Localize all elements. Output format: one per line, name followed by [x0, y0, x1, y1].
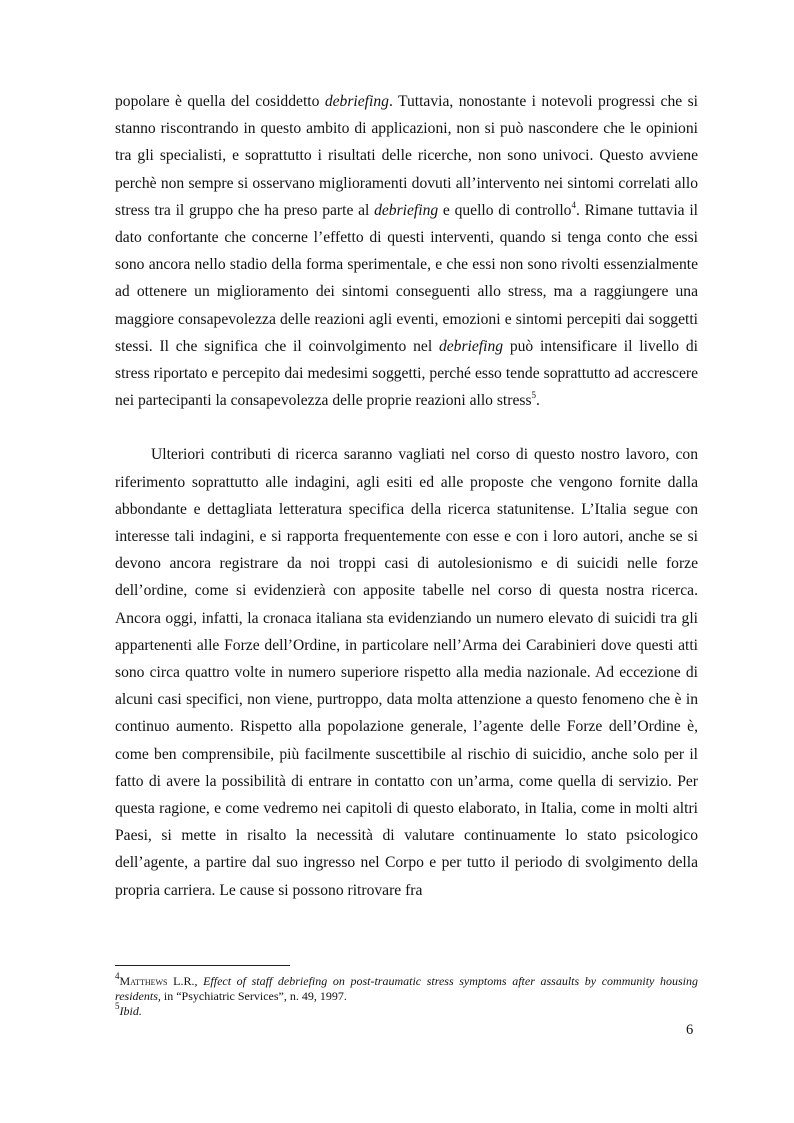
text-run: e quello di controllo	[438, 201, 572, 219]
footnote-reference[interactable]: 5	[531, 390, 537, 401]
footnote-reference[interactable]: 4	[571, 199, 576, 210]
italic-term: debriefing	[438, 337, 504, 355]
footnotes	[115, 971, 699, 1019]
text-run: . Tuttavia, nonostante i notevoli progressi che si stanno riscontrando in questo ambito di applicazioni, non si può nascondere che le opinioni tra gli specialisti, e soprattutto i risultati delle ricerche, non sono univoci. Questo avviene perchè non sempre si osservano miglioramenti dovuti all’intervento nei sintomi correlati allo stress tra il gruppo che ha preso parte al	[115, 93, 699, 219]
footnote-number: 4	[115, 971, 120, 981]
footnote-title: Effect of staff debriefing on post-traumatic stress symptoms after assaults by community housing residents,	[115, 974, 699, 1003]
text-run: popolare è quella del cosiddetto	[115, 93, 325, 110]
paragraph-2: Ulteriori contributi di ricerca saranno vagliati nel corso di questo nostro lavoro, con riferimento soprattutto alle indagini, agli esiti ed alle proposte che vengono fornite dalla abbondante e dettagliata letteratura specifica della ricerca statunitense. L’Italia segue con interesse tali indagini, e si rapporta frequentemente con esse e con i loro autori, anche se si devono ancora registrare da noi troppi casi di autolesionismo e di suicidi nelle forze dell’ordine, come si evidenzierà con apposite tabelle nel corso di questa nostra ricerca. Ancora oggi, infatti, la cronaca italiana sta evidenziando un numero elevato di suicidi tra gli appartenenti alle Forze dell’Ordine, in particolare nell’Arma dei Carabinieri dove questi atti sono circa quattro volte in numero superiore rispetto alla media nazionale. Ad eccezione di alcuni casi specifici, non viene, purtroppo, data molta attenzione a questo fenomeno che è in continuo aumento. Rispetto alla popolazione generale, l’agente delle Forze dell’Ordine è, come ben comprensibile, più facilmente suscettibile al rischio di suicidio, anche solo per il fatto di avere la possibilità di entrare in contatto con un’arma, come quella di servizio. Per questa ragione, e come vedremo nei capitoli di questo elaborato, in Italia, come in molti altri Paesi, si mette in risalto la necessità di valutare continuamente lo stato psicologico dell’agente, a partire dal suo ingresso nel Corpo e per tutto il periodo di svolgimento della propria carriera. Le cause si possono ritrovare fra	[115, 446, 698, 899]
text-run: può intensificare il livello di stress riportato e percepito dai medesimi soggetti, perché esso tende soprattutto ad accrescere nei partecipanti la consapevolezza delle proprie reazioni allo stress	[115, 337, 698, 410]
italic-term: debriefing	[324, 93, 389, 110]
footnote-number: 5	[115, 1001, 120, 1011]
italic-term: debriefing	[374, 201, 439, 219]
paragraph-1	[115, 88, 698, 414]
body-text	[115, 88, 698, 904]
page-number: 6	[686, 1022, 694, 1038]
footnote-title: Ibid.	[119, 1004, 142, 1018]
footnote-source: in “Psychiatric Services”, n. 49, 1997.	[160, 989, 347, 1003]
text-run: .	[536, 392, 540, 410]
footnote-separator	[115, 965, 290, 966]
footnote-4	[115, 971, 699, 1004]
text-run: . Rimane tuttavia il dato confortante che concerne l’effetto di questi interventi, quando si tenga conto che essi sono ancora nello stadio della forma sperimentale, e che essi non sono rivolti essenzialmente ad ottenere un miglioramento dei sintomi conseguenti allo stress, ma a raggiungere una maggiore consapevolezza delle reazioni agli eventi, emozioni e sintomi percepiti dai soggetti stessi. Il che significa che il coinvolgimento nel	[115, 201, 698, 355]
footnote-author: Matthews L.R.	[119, 974, 195, 988]
text-run: ,	[194, 974, 204, 988]
footnote-5	[115, 1001, 698, 1019]
